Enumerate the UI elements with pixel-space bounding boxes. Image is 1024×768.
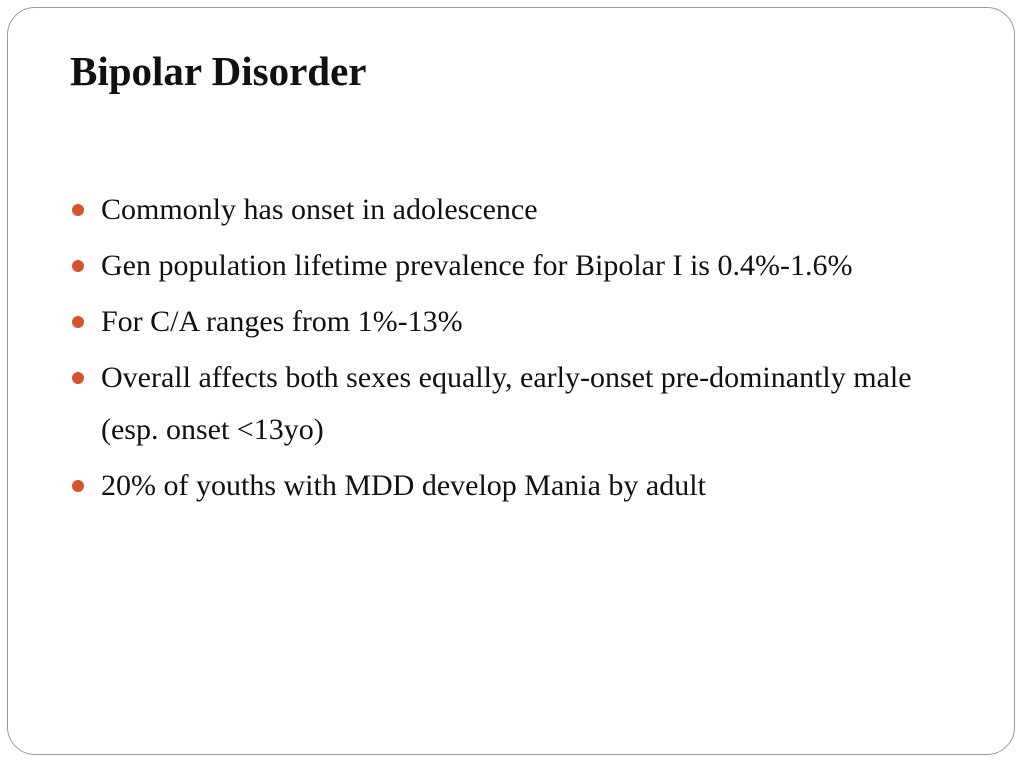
bullet-dot-icon [72, 316, 84, 328]
bullet-text: Commonly has onset in adolescence [101, 193, 538, 226]
bullet-dot-icon [72, 480, 84, 492]
bullet-item [70, 296, 930, 348]
slide-title: Bipolar Disorder [70, 48, 367, 94]
bullet-text: 20% of youths with MDD develop Mania by adult [101, 469, 706, 502]
bullet-text: For C/A ranges from 1%-13% [101, 305, 463, 338]
bullet-item [70, 460, 930, 512]
bullet-item [70, 240, 930, 292]
bullet-text: Gen population lifetime prevalence for Bipolar I is 0.4%-1.6% [101, 249, 853, 282]
bullet-text: Overall affects both sexes equally, early-onset pre-dominantly male (esp. onset <13yo) [101, 361, 912, 446]
bullet-item [70, 352, 930, 456]
bullet-item [70, 184, 930, 236]
bullet-dot-icon [72, 204, 84, 216]
slide-frame [7, 7, 1015, 755]
bullet-dot-icon [72, 372, 84, 384]
bullet-list [70, 184, 930, 516]
bullet-dot-icon [72, 260, 84, 272]
